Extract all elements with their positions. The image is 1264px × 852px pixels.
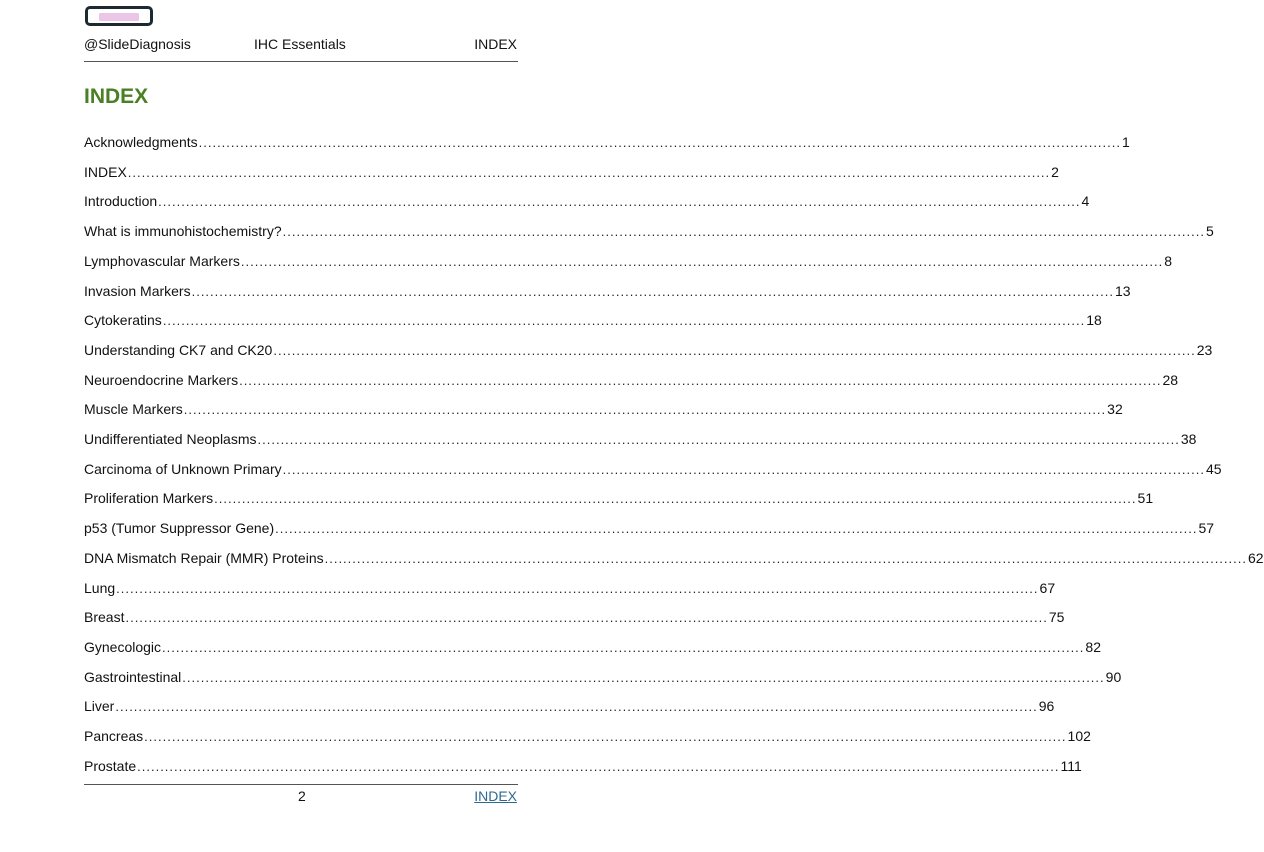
header-handle: @SlideDiagnosis [84, 36, 191, 52]
toc-entry-page: 1 [1122, 134, 1130, 150]
header-book-title: IHC Essentials [254, 36, 346, 52]
toc-entry-page: 75 [1048, 609, 1065, 626]
toc-entry-page: 38 [1180, 431, 1197, 447]
toc-entry-label: DNA Mismatch Repair (MMR) Proteins [84, 549, 324, 566]
toc-leader-dots: ........................................................................................................................................................................................................ [115, 699, 1038, 715]
logo [85, 6, 153, 26]
toc-entry-page: 82 [1085, 638, 1101, 655]
toc-entry[interactable] [84, 221, 1214, 241]
page-title: INDEX [84, 85, 149, 108]
toc-entry[interactable] [84, 548, 1264, 568]
toc-leader-dots: ........................................................................................................................................................................................................ [214, 491, 1137, 507]
toc-entry[interactable] [84, 756, 1082, 776]
toc-entry-label: Lung [84, 579, 116, 596]
toc-leader-dots: ........................................................................................................................................................................................................ [240, 253, 1164, 269]
toc-entry-label: Cytokeratins [84, 312, 162, 329]
toc-leader-dots: ........................................................................................................................................................................................................ [158, 194, 1081, 210]
toc-entry[interactable] [84, 251, 1173, 271]
toc-entry-page: 5 [1206, 223, 1214, 240]
toc-entry[interactable] [84, 578, 1056, 598]
toc-entry[interactable] [84, 459, 1222, 479]
toc-leader-dots: ........................................................................................................................................................................................................ [182, 669, 1105, 685]
toc-leader-dots: ........................................................................................................................................................................................................ [191, 283, 1114, 299]
toc-entry-page: 45 [1206, 460, 1222, 477]
toc-leader-dots: ........................................................................................................................................................................................................ [273, 342, 1196, 358]
toc-entry-page: 51 [1137, 490, 1154, 507]
toc-entry-page: 8 [1164, 252, 1173, 269]
toc-entry-page: 23 [1196, 341, 1213, 358]
toc-entry-label: Undifferentiated Neoplasms [84, 431, 257, 447]
toc-entry-label: Pancreas [84, 728, 144, 744]
header-section: INDEX [474, 36, 517, 52]
toc-entry[interactable] [84, 488, 1154, 508]
toc-entry-page: 62 [1247, 549, 1264, 566]
toc-leader-dots: ........................................................................................................................................................................................................ [144, 729, 1067, 744]
toc-entry[interactable] [84, 310, 1102, 330]
toc-entry[interactable] [84, 340, 1213, 360]
toc-entry-page: 96 [1038, 698, 1055, 715]
toc-entry[interactable] [84, 132, 1130, 152]
toc-entry-label: What is immunohistochemistry? [84, 223, 282, 240]
toc-entry[interactable] [84, 399, 1123, 419]
toc-entry-page: 102 [1067, 728, 1091, 744]
toc-entry-page: 67 [1039, 579, 1056, 596]
toc-entry-label: Proliferation Markers [84, 490, 214, 507]
toc-entry-label: Muscle Markers [84, 401, 183, 418]
toc-entry-label: Acknowledgments [84, 134, 198, 150]
toc-leader-dots: ........................................................................................................................................................................................................ [282, 224, 1205, 240]
toc-leader-dots: ........................................................................................................................................................................................................ [125, 610, 1048, 626]
toc-entry[interactable] [84, 370, 1179, 390]
toc-entry-label: Gastrointestinal [84, 668, 182, 685]
footer-divider [84, 784, 518, 785]
toc-entry-label: Lymphovascular Markers [84, 252, 240, 269]
toc-entry-label: Invasion Markers [84, 282, 191, 299]
toc-leader-dots: ........................................................................................................................................................................................................ [162, 313, 1086, 329]
toc-entry[interactable] [84, 429, 1197, 449]
logo-mark [99, 13, 139, 21]
toc-entry[interactable] [84, 281, 1131, 301]
toc-entry-label: Prostate [84, 757, 137, 774]
toc-leader-dots: ........................................................................................................................................................................................................ [257, 432, 1180, 447]
toc-leader-dots: ........................................................................................................................................................................................................ [324, 550, 1247, 566]
toc-leader-dots: ........................................................................................................................................................................................................ [183, 402, 1107, 418]
toc-entry[interactable] [84, 518, 1215, 538]
footer-page-number: 2 [298, 788, 306, 804]
toc-leader-dots: ........................................................................................................................................................................................................ [282, 461, 1205, 477]
toc-entry-page: 4 [1081, 193, 1090, 210]
toc-entry-page: 2 [1051, 163, 1059, 180]
toc-entry-label: Liver [84, 698, 115, 715]
toc-entry-page: 32 [1107, 401, 1123, 418]
toc-entry-label: Understanding CK7 and CK20 [84, 341, 273, 358]
toc-entry-page: 28 [1162, 371, 1179, 388]
toc-leader-dots: ........................................................................................................................................................................................................ [116, 580, 1039, 596]
toc-entry[interactable] [84, 667, 1122, 687]
toc-leader-dots: ........................................................................................................................................................................................................ [137, 758, 1060, 774]
footer-index-link[interactable]: INDEX [474, 788, 517, 804]
toc-entry-label: p53 (Tumor Suppressor Gene) [84, 520, 275, 537]
toc-entry-label: INDEX [84, 163, 127, 180]
toc-leader-dots: ........................................................................................................................................................................................................ [127, 164, 1051, 180]
toc-entry-page: 111 [1060, 757, 1082, 774]
header-divider [84, 61, 518, 62]
toc-entry-page: 57 [1198, 520, 1215, 537]
toc-entry[interactable] [84, 726, 1091, 746]
toc-entry[interactable] [84, 162, 1059, 182]
toc-leader-dots: ........................................................................................................................................................................................................ [198, 135, 1121, 150]
toc-entry-page: 13 [1114, 282, 1131, 299]
toc-entry-label: Carcinoma of Unknown Primary [84, 460, 282, 477]
page-header [84, 35, 517, 53]
toc-entry[interactable] [84, 696, 1055, 716]
toc-entry-label: Neuroendocrine Markers [84, 371, 239, 388]
toc-entry[interactable] [84, 191, 1090, 211]
toc-leader-dots: ........................................................................................................................................................................................................ [239, 372, 1162, 388]
toc-leader-dots: ........................................................................................................................................................................................................ [275, 521, 1198, 537]
toc-entry[interactable] [84, 637, 1101, 657]
toc-leader-dots: ........................................................................................................................................................................................................ [162, 639, 1085, 655]
toc-entry-label: Gynecologic [84, 638, 162, 655]
toc-entry-page: 18 [1086, 312, 1102, 329]
toc-entry-label: Breast [84, 609, 125, 626]
toc-entry[interactable] [84, 607, 1065, 627]
toc-entry-page: 90 [1105, 668, 1122, 685]
toc-entry-label: Introduction [84, 193, 158, 210]
